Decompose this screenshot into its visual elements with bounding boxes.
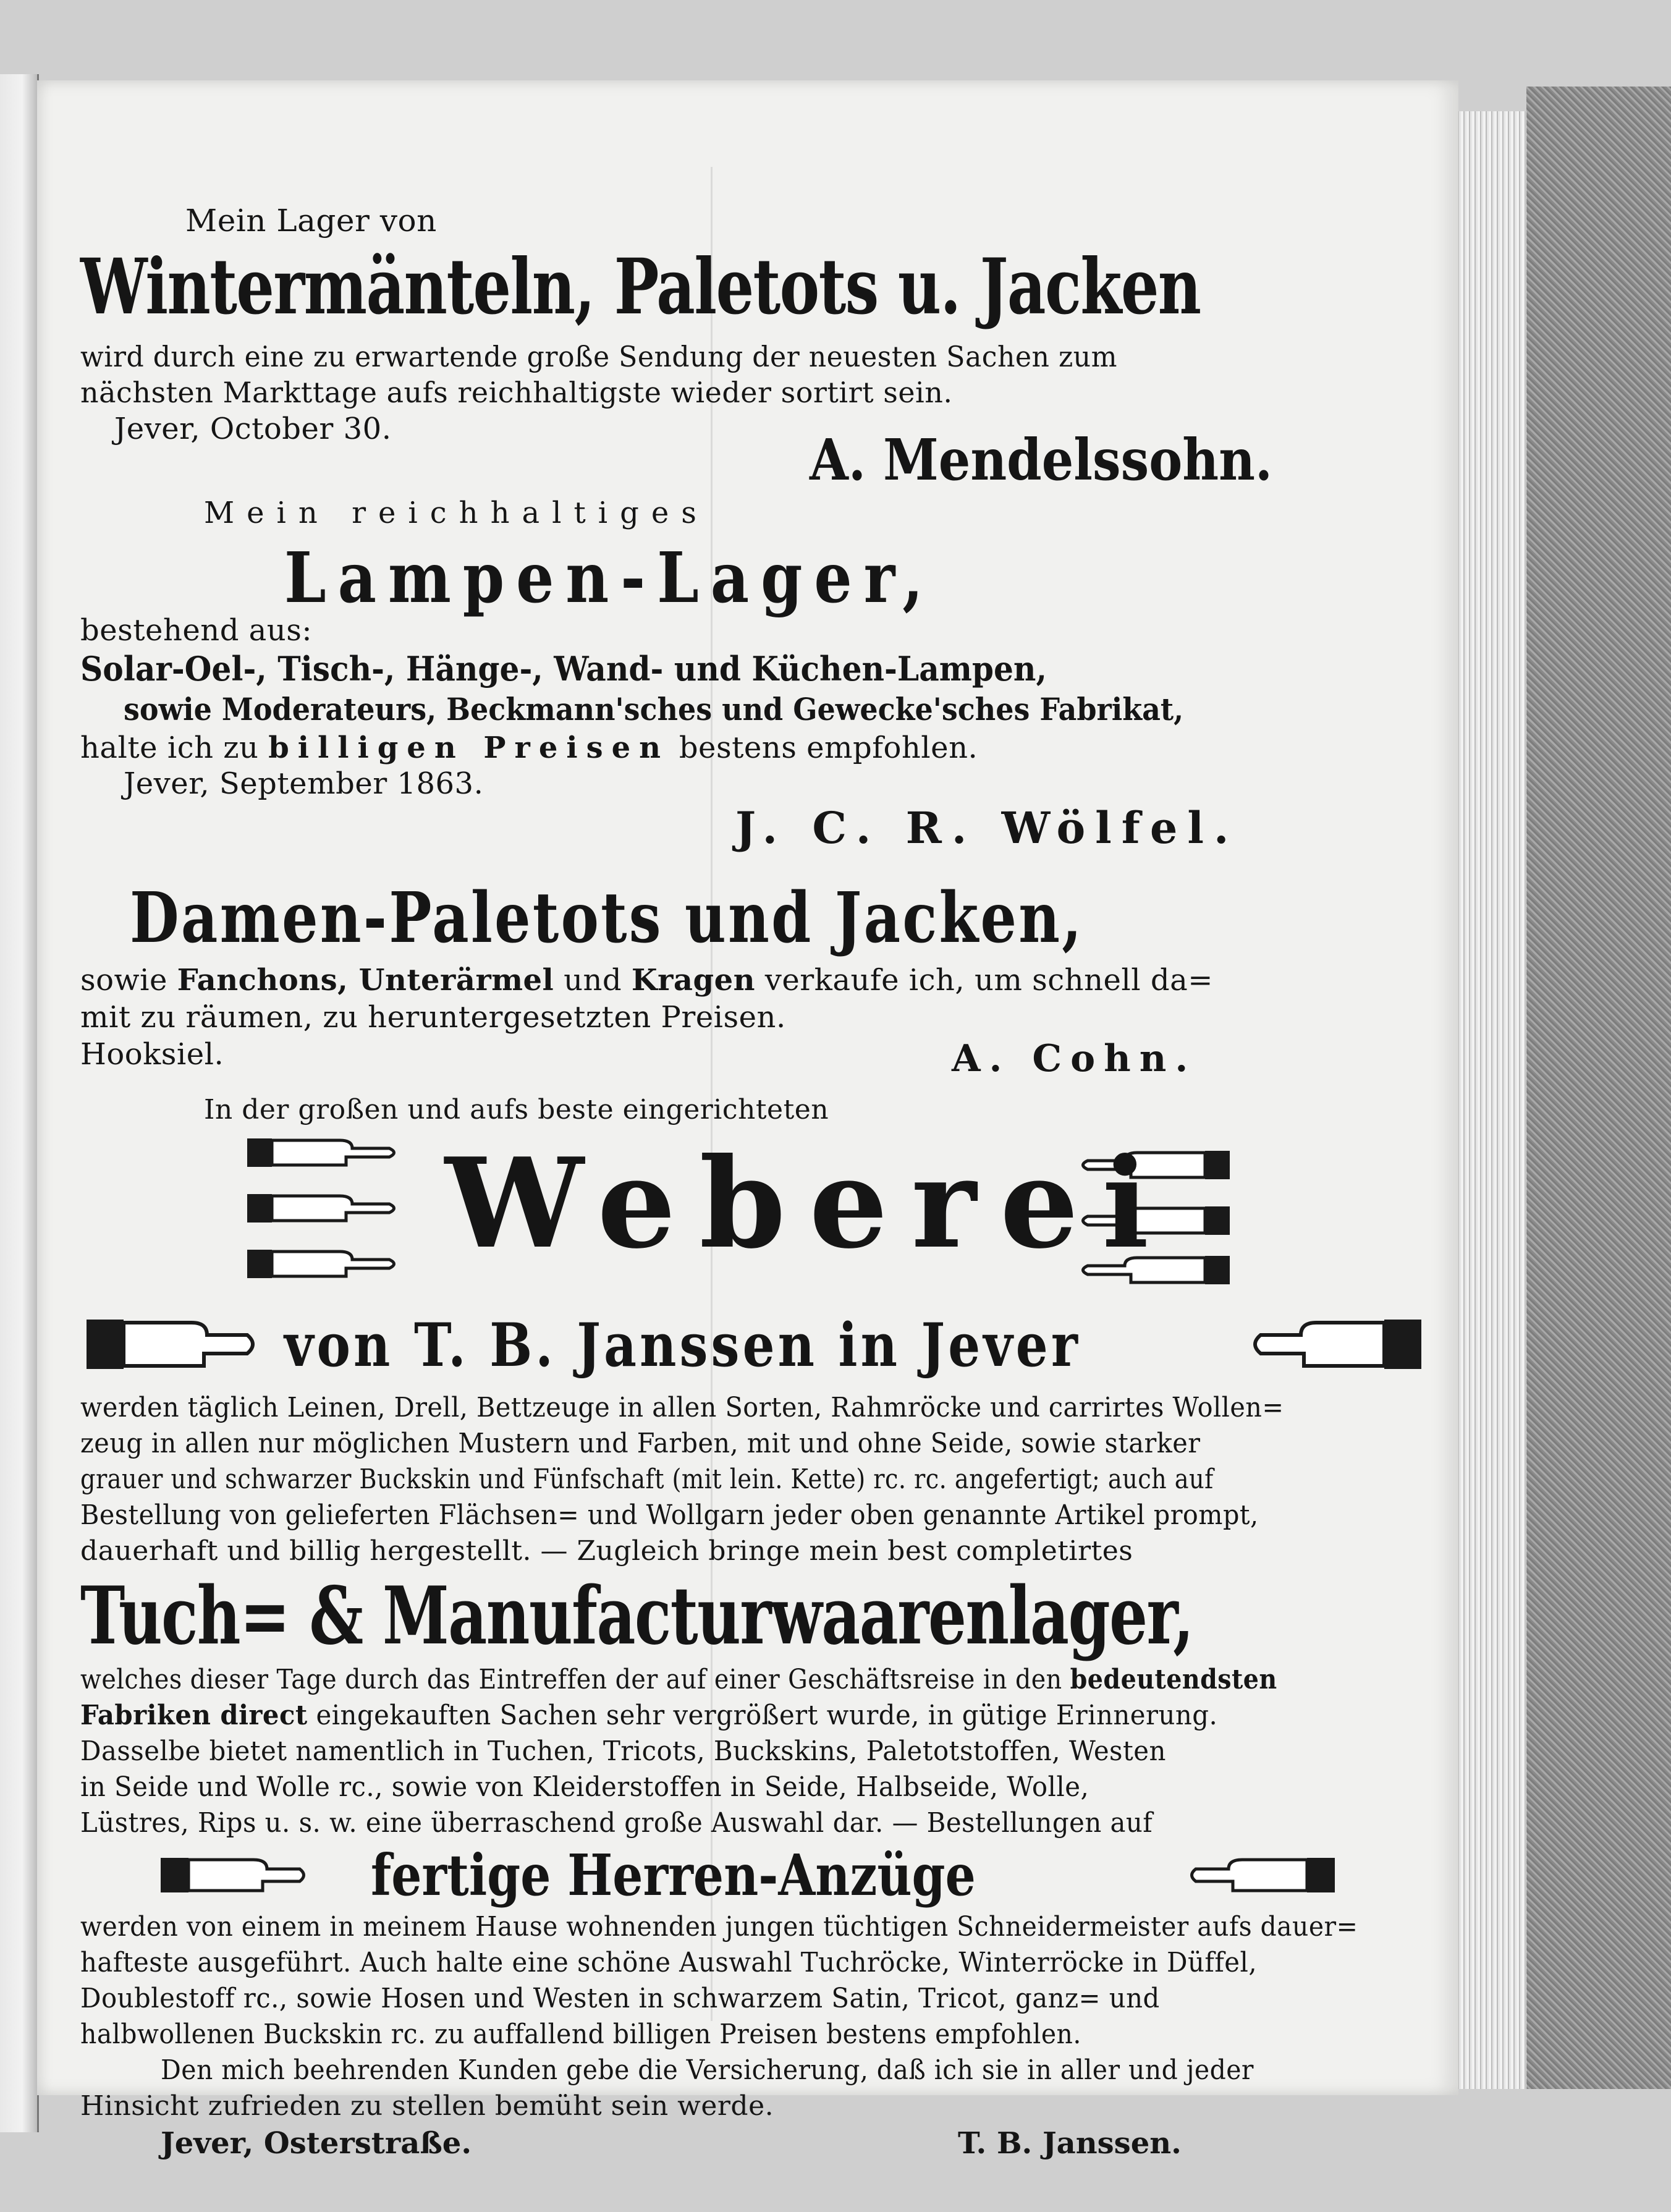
ad4-r1: werden von einem in meinem Hause wohnenden jungen tüchtigen Schneidermeister aufs dauer=: [80, 1911, 1358, 1943]
ad3-line1-c: und: [564, 963, 622, 998]
page-edges: [1455, 111, 1526, 2089]
pointing-hand-icon: [247, 1242, 402, 1286]
ad4-q2: [80, 1700, 1217, 1731]
ad4-r2: hafteste ausgeführt. Auch halte eine schöne Auswahl Tuchröcke, Winterröcke in Düffel,: [80, 1947, 1258, 1978]
ad1-line2: nächsten Markttage aufs reichhaltigste wieder sortirt sein.: [80, 376, 953, 409]
ad2-line2: Solar-Oel-, Tisch-, Hänge-, Wand- und Küchen-Lampen,: [80, 649, 1047, 689]
ad4-headline2: Tuch= & Manufacturwaarenlager,: [80, 1570, 1193, 1663]
ad4-p2: zeug in allen nur möglichen Mustern und Farben, mit und ohne Seide, sowie starker: [80, 1428, 1201, 1459]
ad4-headline3: fertige Herren-Anzüge: [371, 1842, 976, 1909]
ad4-r5: Den mich beehrenden Kunden gebe die Versicherung, daß ich sie in aller und jeder: [161, 2054, 1254, 2086]
ad4-q4: in Seide und Wolle rc., sowie von Kleiderstoffen in Seide, Halbseide, Wolle,: [80, 1771, 1089, 1803]
ad4-r4: halbwollenen Buckskin rc. zu auffallend billigen Preisen bestens empfohlen.: [80, 2019, 1081, 2050]
newspaper-page: [37, 80, 1458, 2161]
ad4-q1: [80, 1664, 1277, 1695]
ad1-line1: wird durch eine zu erwartende große Sendung der neuesten Sachen zum: [80, 340, 1117, 373]
ad2-place-date: Jever, September 1863.: [124, 766, 484, 801]
pointing-hand-icon: [1248, 1310, 1421, 1378]
ad4-r6: Hinsicht zufrieden zu stellen bemüht sein werde.: [80, 2090, 774, 2122]
ad3-signature: A. Cohn.: [952, 1037, 1197, 1080]
ad3-line1-b: Fanchons, Unterärmel: [177, 963, 554, 998]
ad1-signature: A. Mendelssohn.: [810, 426, 1273, 493]
ad4-p3: grauer und schwarzer Buckskin und Fünfschaft (mit lein. Kette) rc. rc. angefertigt; auch auf: [80, 1464, 1214, 1495]
ad1-intro: Mein Lager von: [185, 203, 437, 239]
ad3-line1-a: sowie: [80, 963, 167, 998]
pointing-hand-icon: [247, 1131, 402, 1174]
ad4-q2-b: eingekauften Sachen sehr vergrößert wurde, in gütige Erinnerung.: [316, 1700, 1218, 1731]
ad4-signature: T. B. Janssen.: [958, 2126, 1182, 2161]
ad4-p5: dauerhaft und billig hergestellt. — Zugleich bringe mein best completirtes: [80, 1535, 1133, 1567]
ad3-line1: [80, 963, 1213, 998]
ad2-intro: Mein reichhaltiges: [204, 496, 709, 530]
pointing-hand-icon: [247, 1187, 402, 1230]
ad4-q5: Lüstres, Rips u. s. w. eine überraschend große Auswahl dar. — Bestellungen auf: [80, 1807, 1153, 1839]
ad1-headline: Wintermänteln, Paletots u. Jacken: [80, 242, 1201, 332]
ad2-line1: bestehend aus:: [80, 613, 313, 648]
ad4-q1-a: welches dieser Tage durch das Eintreffen der auf einer Geschäftsreise in den: [80, 1664, 1062, 1695]
ad4-q2-a: Fabriken direct: [80, 1700, 308, 1731]
ad4-p4: Bestellung von gelieferten Flächsen= und Wollgarn jeder oben genannte Artikel prompt,: [80, 1499, 1259, 1531]
ad2-intro-mein: [204, 496, 709, 530]
pointing-hand-icon: [161, 1850, 309, 1900]
book-cover: [1526, 87, 1671, 2089]
ad4-q3: Dasselbe bietet namentlich in Tuchen, Tricots, Buckskins, Paletotstoffen, Westen: [80, 1735, 1166, 1767]
ad4-q1-b: bedeutendsten: [1070, 1664, 1277, 1695]
ad2-headline: Lampen-Lager,: [284, 538, 935, 619]
ad2-signature: J. C. R. Wölfel.: [735, 802, 1239, 854]
ad2-line4: [80, 731, 978, 765]
ad2-line4-a: halte ich zu: [80, 731, 259, 765]
pointing-hand-icon: [1187, 1850, 1335, 1900]
ad2-line4-b: billigen Preisen: [268, 731, 670, 765]
ad4-p1: werden täglich Leinen, Drell, Bettzeuge in allen Sorten, Rahmröcke und carrirtes Wollen=: [80, 1392, 1284, 1423]
ad3-headline: Damen-Paletots und Jacken,: [130, 878, 1084, 959]
ad3-line1-d: Kragen: [631, 963, 755, 998]
ad4-r3: Doublestoff rc., sowie Hosen und Westen in schwarzem Satin, Tricot, ganz= und: [80, 1983, 1160, 2014]
ad4-place: Jever, Osterstraße.: [161, 2126, 472, 2161]
ad4-subhead: von T. B. Janssen in Jever: [284, 1310, 1081, 1380]
pointing-hand-icon: [87, 1310, 260, 1378]
ad4-intro: In der großen und aufs beste eingerichteten: [204, 1094, 829, 1125]
ad3-line2: mit zu räumen, zu heruntergesetzten Preisen.: [80, 1000, 786, 1035]
ad4-headline: Weberei: [445, 1131, 1173, 1276]
ad1-place-date: Jever, October 30.: [114, 412, 392, 446]
left-page-edge: [0, 74, 39, 2132]
ad2-line3: sowie Moderateurs, Beckmann'sches und Gewecke'sches Fabrikat,: [124, 691, 1184, 727]
ad3-line1-e: verkaufe ich, um schnell da=: [764, 963, 1213, 998]
ad2-line4-c: bestens empfohlen.: [679, 731, 978, 765]
ad3-place: Hooksiel.: [80, 1037, 224, 1072]
